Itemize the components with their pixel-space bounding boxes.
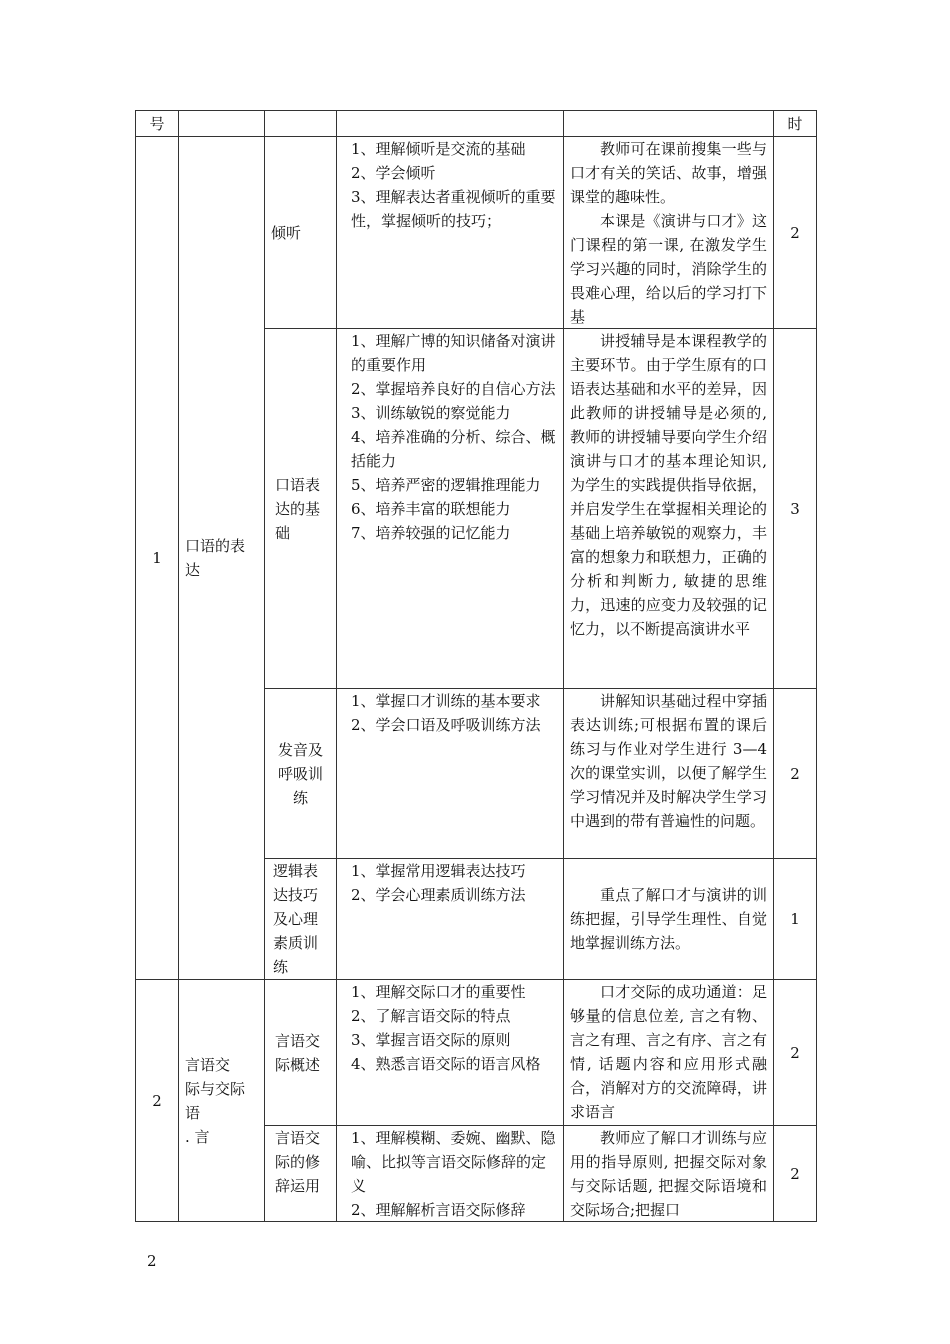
section-goals <box>337 137 564 329</box>
section-method <box>564 689 774 859</box>
method-paragraph: 讲授辅导是本课程教学的主要环节。由于学生原有的口语表达基础和水平的差异，因此教师的讲授辅导是必须的, 教师的讲授辅导要向学生介绍演讲与口才的基本理论知识, 为学生的实践提供指导依据，并启发学生在掌握相关理论的基础上培养敏锐的观察力，丰富的想象力和联想力，正确的分析和判断力, 敏捷的思维力，迅速的应变力及较强的记忆力，以不断提高演讲水平 <box>570 332 767 638</box>
section-name: 倾听 <box>265 137 337 329</box>
goal-item: 2、学会倾听 <box>351 164 436 182</box>
section-hours: 3 <box>774 329 817 689</box>
chapter-title-line: . 言 <box>185 1127 210 1146</box>
goal-item: 4、培养准确的分析、综合、概括能力 <box>351 428 556 470</box>
goal-item: 2、学会口语及呼吸训练方法 <box>351 716 541 734</box>
method-paragraph: 本课是《演讲与口才》这门课程的第一课, 在激发学生学习兴趣的同时，消除学生的畏难心理，给以后的学习打下基 <box>570 212 767 326</box>
method-paragraph: 讲解知识基础过程中穿插表达训练;可根据布置的课后练习与作业对学生进行 3—4 次的课堂实训，以便了解学生学习情况并及时解决学生学习中遇到的带有普遍性的问题。 <box>570 692 767 830</box>
syllabus-table <box>135 110 817 1222</box>
goal-item: 1、理解广博的知识储备对演讲的重要作用 <box>351 332 556 374</box>
section-goals <box>337 980 564 1126</box>
section-name: 口语表达的基础 <box>265 329 337 689</box>
goal-item: 2、学会心理素质训练方法 <box>351 886 526 904</box>
page-number: 2 <box>147 1252 157 1270</box>
goal-item: 4、熟悉言语交际的语言风格 <box>351 1055 541 1073</box>
goal-item: 2、了解言语交际的特点 <box>351 1007 511 1025</box>
section-method <box>564 980 774 1126</box>
goal-item: 1、理解交际口才的重要性 <box>351 983 526 1001</box>
header-hours-cell <box>774 111 817 137</box>
goal-item: 1、掌握常用逻辑表达技巧 <box>351 862 526 880</box>
section-goals <box>337 689 564 859</box>
chapter-number: 1 <box>136 137 179 980</box>
table-row <box>136 980 817 1126</box>
goal-item: 2、掌握培养良好的自信心方法 <box>351 380 556 398</box>
chapter-title-line: 际与交际 <box>185 1079 246 1098</box>
header-row <box>136 111 817 137</box>
goal-item: 3、理解表达者重视倾听的重要性，掌握倾听的技巧； <box>351 188 556 230</box>
chapter-title-line: 言语交 <box>185 1055 231 1074</box>
section-hours: 2 <box>774 137 817 329</box>
section-hours: 2 <box>774 689 817 859</box>
goal-item: 1、掌握口才训练的基本要求 <box>351 692 541 710</box>
chapter-title: 口语的表达 <box>179 137 265 980</box>
goal-item: 5、培养严密的逻辑推理能力 <box>351 476 541 494</box>
section-method <box>564 859 774 980</box>
method-paragraph: 口才交际的成功通道：足够量的信息位差, 言之有物、言之有理、言之有序、言之有情, 话题内容和应用形式融合，消解对方的交流障碍，讲求语言 <box>570 983 767 1121</box>
section-hours: 2 <box>774 1126 817 1222</box>
method-paragraph: 教师可在课前搜集一些与口才有关的笑话、故事，增强课堂的趣味性。 <box>570 140 767 206</box>
section-name: 逻辑表达技巧及心理素质训练 <box>265 859 337 980</box>
method-paragraph: 教师应了解口才训练与应用的指导原则, 把握交际对象与交际话题, 把握交际语境和交际场合;把握口 <box>570 1129 767 1219</box>
table-row <box>136 137 817 329</box>
section-name: 言语交际概述 <box>265 980 337 1126</box>
goal-item: 7、培养较强的记忆能力 <box>351 524 511 542</box>
chapter-title-line: 语 <box>185 1103 201 1122</box>
goal-item: 3、训练敏锐的察觉能力 <box>351 404 511 422</box>
section-method <box>564 1126 774 1222</box>
goal-item: 1、理解模糊、委婉、幽默、隐喻、比拟等言语交际修辞的定义 <box>351 1129 556 1195</box>
header-num: 号 <box>149 115 165 133</box>
section-goals <box>337 1126 564 1222</box>
goal-item: 6、培养丰富的联想能力 <box>351 500 511 518</box>
header-num-cell <box>136 111 179 137</box>
section-method <box>564 137 774 329</box>
chapter-title <box>179 980 265 1222</box>
section-name: 发音及呼吸训练 <box>265 689 337 859</box>
section-goals <box>337 859 564 980</box>
header-hours: 时 <box>787 115 803 133</box>
section-hours: 1 <box>774 859 817 980</box>
goal-item: 3、掌握言语交际的原则 <box>351 1031 511 1049</box>
section-name: 言语交际的修辞运用 <box>265 1126 337 1222</box>
goal-item: 1、理解倾听是交流的基础 <box>351 140 526 158</box>
goal-item: 2、理解解析言语交际修辞 <box>351 1201 526 1219</box>
section-goals <box>337 329 564 689</box>
chapter-number: 2 <box>136 980 179 1222</box>
section-hours: 2 <box>774 980 817 1126</box>
method-paragraph: 重点了解口才与演讲的训练把握，引导学生理性、自觉地掌握训练方法。 <box>570 886 767 952</box>
section-method <box>564 329 774 689</box>
